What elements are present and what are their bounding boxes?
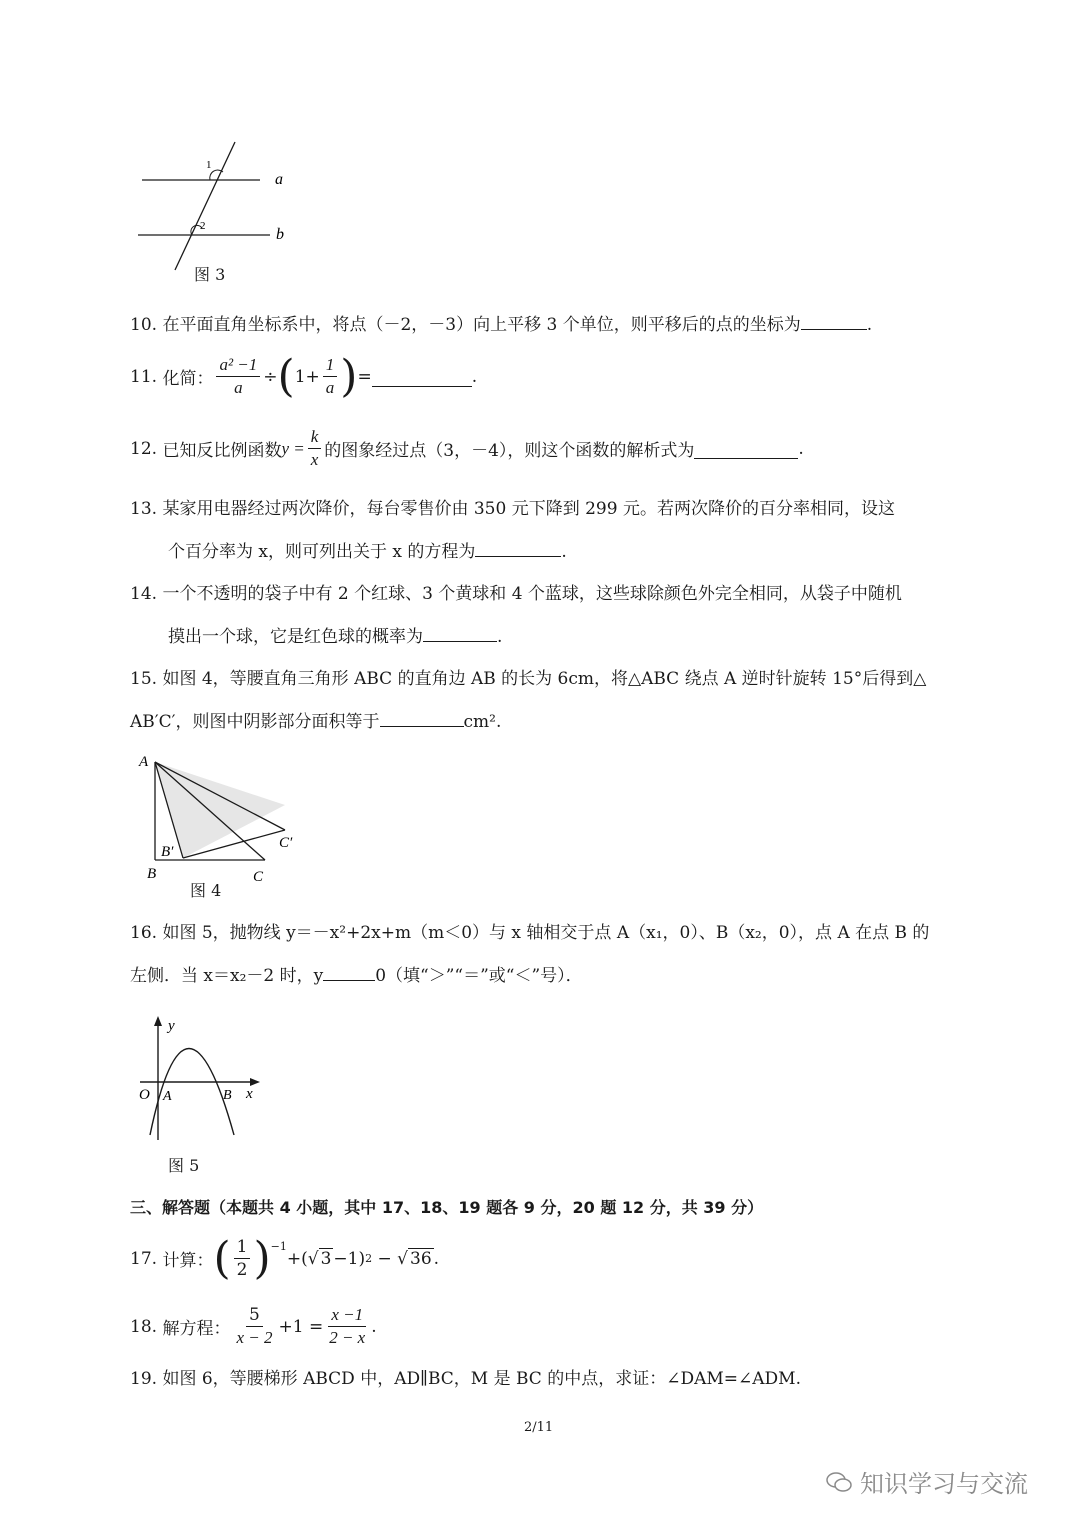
page-number: 2/11 bbox=[524, 1420, 554, 1435]
angle-1-label: 1 bbox=[206, 159, 212, 171]
q18-right-fraction bbox=[326, 1304, 368, 1349]
y-axis-arrow bbox=[154, 1016, 162, 1026]
q12-fraction bbox=[308, 426, 322, 471]
q15-number: 15. bbox=[130, 669, 158, 689]
vertex-C1-label: C′ bbox=[279, 835, 293, 851]
question-15-line2 bbox=[130, 707, 501, 732]
q17-number: 17. bbox=[130, 1248, 158, 1269]
q14-line2: 摸出一个球，它是红色球的概率为 bbox=[168, 627, 423, 647]
figure-4-caption: 图 4 bbox=[190, 881, 222, 900]
q11-inner-num: 1 bbox=[323, 354, 338, 377]
q18-left-den: x − 2 bbox=[236, 1328, 273, 1347]
question-11: 11. 化简： $\frac{\text{a² −1}}{a}$ ÷ ( 1+ $\frac{1}{a}$ ) = . bbox=[130, 350, 478, 402]
q17-sqrt36: 36 bbox=[410, 1249, 432, 1269]
q11-inner-den: a bbox=[325, 378, 335, 397]
question-18 bbox=[130, 1304, 377, 1349]
vertex-B-label: B bbox=[147, 866, 157, 882]
q18-left-num: 5 bbox=[246, 1304, 263, 1327]
watermark-text: 知识学习与交流 bbox=[860, 1470, 1028, 1498]
q12-end: . bbox=[798, 438, 804, 459]
q19-number: 19. bbox=[130, 1369, 158, 1389]
q17-square: 2 bbox=[365, 1252, 373, 1265]
q15-answer-blank[interactable] bbox=[380, 725, 464, 727]
q14-answer-blank[interactable] bbox=[423, 640, 497, 642]
q15-line2b: cm². bbox=[463, 712, 502, 732]
q11-end: . bbox=[471, 366, 478, 387]
question-17: 17. 计算： ( $\frac{1}{2}$ ) $^{-1}$ +( √ 3 −1) 2 − √ 36 . bbox=[130, 1232, 440, 1284]
question-14-line2 bbox=[168, 622, 502, 647]
figure-4 bbox=[135, 750, 305, 885]
question-19 bbox=[130, 1364, 801, 1389]
question-10 bbox=[130, 310, 872, 335]
q10-end: . bbox=[866, 315, 873, 335]
q16-number: 16. bbox=[130, 923, 158, 943]
question-13 bbox=[130, 494, 895, 519]
vertex-A-label: A bbox=[139, 754, 149, 770]
q11-one-plus: 1+ bbox=[294, 366, 320, 387]
figure-3-caption: 图 3 bbox=[194, 265, 226, 284]
q11-frac-den: a bbox=[234, 378, 243, 397]
q10-text: 在平面直角坐标系中，将点（－2，－3）向上平移 3 个单位，则平移后的点的坐标为 bbox=[162, 315, 801, 335]
q17-lead: 计算： bbox=[162, 1251, 214, 1271]
q18-lead: 解方程： bbox=[162, 1319, 231, 1339]
q17-half-num: 1 bbox=[234, 1236, 251, 1259]
figure-5 bbox=[130, 1010, 270, 1145]
q17-end: . bbox=[433, 1248, 440, 1269]
q12-answer-blank[interactable] bbox=[694, 457, 798, 459]
q14-line1: 一个不透明的袋子中有 2 个红球、3 个黄球和 4 个蓝球，这些球除颜色外完全相同，从袋子中随机 bbox=[162, 584, 902, 604]
q17-sqrt3: 3 bbox=[320, 1249, 332, 1269]
line-b-label: b bbox=[276, 226, 284, 243]
q17-half-den: 2 bbox=[236, 1260, 248, 1280]
x-axis-arrow bbox=[250, 1078, 260, 1086]
q12-frac-num: k bbox=[308, 426, 322, 449]
line-a-label: a bbox=[275, 171, 283, 188]
q14-end: . bbox=[497, 627, 503, 647]
q17-mid: +( bbox=[286, 1248, 308, 1269]
section-3-title: 三、解答题（本题共 4 小题，其中 17、18、19 题各 9 分，20 题 12 分，共 39 分） bbox=[130, 1198, 764, 1217]
q18-right-den: 2 − x bbox=[329, 1328, 366, 1347]
q18-number: 18. bbox=[130, 1316, 158, 1337]
q18-end: . bbox=[371, 1316, 377, 1337]
q11-equals: = bbox=[357, 366, 372, 387]
vertex-C-label: C bbox=[253, 869, 264, 885]
q11-divide: ÷ bbox=[263, 366, 278, 387]
question-15 bbox=[130, 664, 926, 689]
q15-line1: 如图 4，等腰直角三角形 ABC 的直角边 AB 的长为 6cm，将△ABC 绕点 A 逆时针旋转 15°后得到△ bbox=[162, 669, 927, 689]
q18-plus-one: +1 = bbox=[278, 1316, 324, 1337]
q15-line2a: AB′C′，则图中阴影部分面积等于 bbox=[130, 712, 380, 732]
q13-line1: 某家用电器经过两次降价，每台零售价由 350 元下降到 299 元。若两次降价的百分率相同，设这 bbox=[162, 499, 895, 519]
q17-half bbox=[234, 1236, 251, 1281]
q11-frac-num: a² −1 bbox=[216, 354, 260, 377]
q16-answer-blank[interactable] bbox=[323, 979, 375, 981]
q18-right-num: x −1 bbox=[328, 1304, 366, 1327]
wechat-icon bbox=[826, 1471, 852, 1493]
transversal bbox=[175, 142, 235, 270]
q11-inner-fraction bbox=[323, 354, 338, 399]
figure-5-caption: 图 5 bbox=[168, 1156, 200, 1175]
question-16 bbox=[130, 918, 929, 943]
q11-lead: 化简： bbox=[162, 369, 214, 389]
q13-line2: 个百分率为 x，则可列出关于 x 的方程为 bbox=[168, 542, 476, 562]
q11-fraction bbox=[216, 354, 260, 399]
q13-answer-blank[interactable] bbox=[475, 555, 561, 557]
x-axis-label: x bbox=[246, 1086, 253, 1102]
q19-text: 如图 6，等腰梯形 ABCD 中，AD∥BC，M 是 BC 的中点，求证：∠DAM=∠ADM. bbox=[162, 1369, 801, 1389]
point-B-label: B bbox=[223, 1088, 232, 1103]
q16-line2b: 0（填“＞”“＝”或“＜”号）． bbox=[375, 966, 583, 986]
q10-answer-blank[interactable] bbox=[801, 328, 867, 330]
q16-line1: 如图 5，抛物线 y＝－x²+2x+m（m＜0）与 x 轴相交于点 A（x₁，0）、B（x₂，0），点 A 在点 B 的 bbox=[162, 923, 930, 943]
q11-number: 11. bbox=[130, 366, 158, 387]
point-A-label: A bbox=[163, 1089, 172, 1104]
q12-number: 12. bbox=[130, 438, 158, 459]
q12-frac-den: x bbox=[310, 450, 319, 469]
q10-number: 10. bbox=[130, 315, 158, 335]
q12-text: 的图象经过点（3，－4），则这个函数的解析式为 bbox=[324, 441, 695, 461]
origin-label: O bbox=[139, 1087, 150, 1103]
q14-number: 14. bbox=[130, 584, 158, 604]
q16-line2a: 左侧．当 x＝x₂－2 时，y bbox=[130, 966, 324, 986]
question-14 bbox=[130, 579, 902, 604]
q13-number: 13. bbox=[130, 499, 158, 519]
q18-left-fraction bbox=[233, 1304, 275, 1349]
watermark bbox=[826, 1464, 1028, 1499]
q17-mid2: −1) bbox=[333, 1248, 366, 1269]
q12-y-eq: y = bbox=[281, 438, 305, 458]
y-axis-label: y bbox=[168, 1018, 175, 1034]
q11-answer-blank[interactable] bbox=[372, 385, 472, 387]
q17-minus: − bbox=[372, 1248, 398, 1269]
q12-lead: 已知反比例函数 bbox=[162, 441, 282, 461]
question-16-line2 bbox=[130, 961, 583, 986]
q13-end: . bbox=[561, 542, 567, 562]
q17-exponent: −1 bbox=[270, 1240, 287, 1253]
question-13-line2 bbox=[168, 537, 567, 562]
question-12 bbox=[130, 426, 804, 471]
vertex-B1-label: B′ bbox=[161, 844, 174, 860]
shaded-region bbox=[155, 762, 285, 858]
angle-2-label: 2 bbox=[200, 220, 206, 232]
